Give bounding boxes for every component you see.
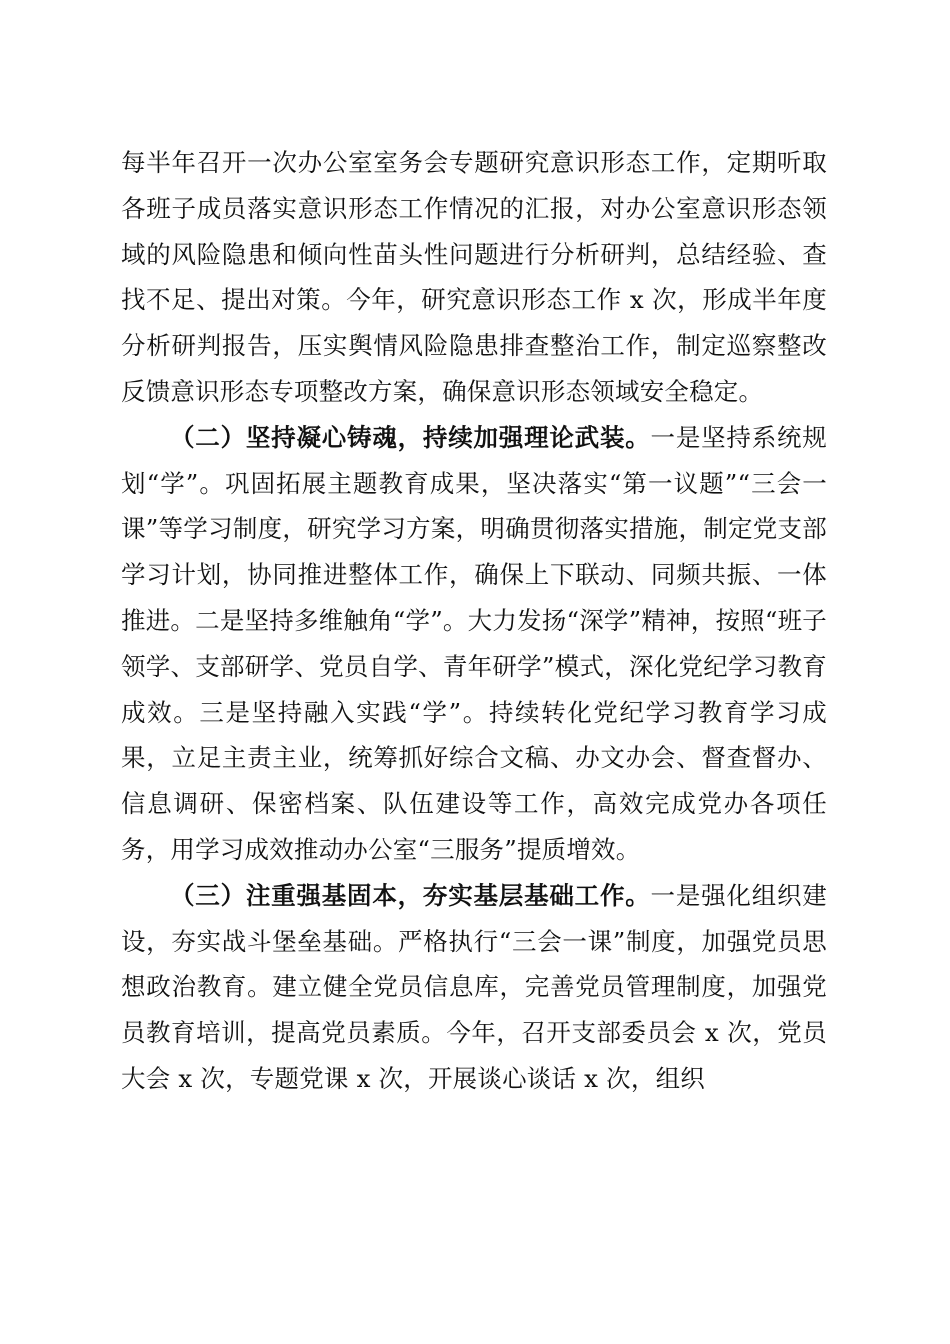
paragraph-3 xyxy=(121,873,827,1102)
paragraph-3-text: 一是强化组织建设，夯实战斗堡垒基础。严格执行“三会一课”制度，加强党员思想政治教育。建立健全党员信息库，完善党员管理制度，加强党员教育培训，提高党员素质。今年，召开支部委员会 x 次，党员大会 x 次，专题党课 x 次，开展谈心谈话 x 次，组织 xyxy=(121,880,827,1093)
paragraph-2 xyxy=(121,415,827,873)
section-heading-2: （二）坚持凝心铸魂，持续加强理论武装。 xyxy=(170,422,651,452)
paragraph-1 xyxy=(121,140,827,415)
section-heading-3: （三）注重强基固本，夯实基层基础工作。 xyxy=(170,880,651,910)
paragraph-1-text: 每半年召开一次办公室室务会专题研究意识形态工作，定期听取各班子成员落实意识形态工作情况的汇报，对办公室意识形态领域的风险隐患和倾向性苗头性问题进行分析研判，总结经验、查找不足、提出对策。今年，研究意识形态工作 x 次，形成半年度分析研判报告，压实舆情风险隐患排查整治工作，制定巡察整改反馈意识形态专项整改方案，确保意识形态领域安全稳定。 xyxy=(121,148,827,406)
document-body xyxy=(121,140,827,1102)
paragraph-2-text: 一是坚持系统规划“学”。巩固拓展主题教育成果，坚决落实“第一议题”“三会一课”等学习制度，研究学习方案，明确贯彻落实措施，制定党支部学习计划，协同推进整体工作，确保上下联动、同频共振、一体推进。二是坚持多维触角“学”。大力发扬“深学”精神，按照“班子领学、支部研学、党员自学、青年研学”模式，深化党纪学习教育成效。三是坚持融入实践“学”。持续转化党纪学习教育学习成果，立足主责主业，统筹抓好综合文稿、办文办会、督查督办、信息调研、保密档案、队伍建设等工作，高效完成党办各项任务，用学习成效推动办公室“三服务”提质增效。 xyxy=(121,422,827,864)
